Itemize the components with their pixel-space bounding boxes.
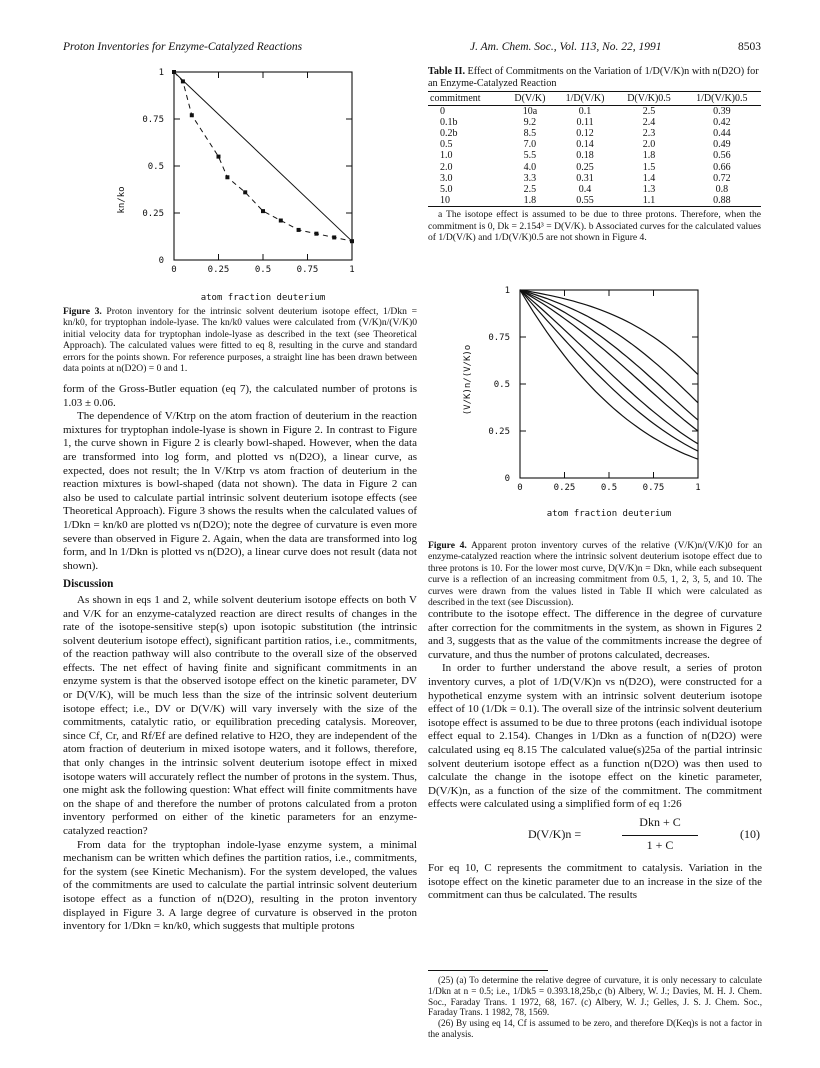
table-cell: 0.25 (576, 161, 594, 173)
fig3-data-point (181, 79, 185, 83)
left-para-2: The dependence of V/Ktrp on the atom fraction of deuterium in the reaction mixtures for tryptophan indole-lyase is shown in Figure 2. In contrast to Figure 1, the curve shown in Figure 2 is clearly bowl-shaped. However, when the data are transformed into log form, and plotted vs n(D2O), a linear curve, as expected, does not result; the ln V/Ktrp vs atom fraction of deuterium in the reaction mixtures is bowl-shaped (data not shown). The data in Figure 2 can also be used to calculate partial intrinsic solvent deuterium isotope effects (see Theoretical Approach). Figure 3 shows the results when the calculated values of 1/Dkn = kn/k0 are plotted vs n(D2O); note the degree of curvature is even more severe than observed in Figure 2. Again, when the data are transformed into log form, and ln 1/Dkn is plotted vs n(D2O), a linear curve does not result (data not shown). (63, 410, 417, 572)
table-cell: 0.5 (440, 139, 453, 151)
y-tick-label: 0.25 (488, 427, 510, 437)
table-2 (428, 66, 761, 244)
x-tick-label: 0.25 (207, 265, 230, 275)
table-cell: 0.66 (713, 161, 731, 173)
table-2-footnote: a The isotope effect is assumed to be due to three protons. Therefore, when the commitment is 0, Dk = 2.154³ = D(V/K). b Associated curves for the calculated values of 1/D(V/K) and 1/D(V/K)0.5 are not shown in Figure 4. (428, 209, 761, 244)
table-row (428, 195, 761, 207)
right-para-2: In order to further understand the above result, a series of proton inventory curves, a plot of 1/D(V/K)n vs n(D2O), were constructed for a hypothetical enzyme system with an intrinsic solvent deuterium isotope effect of 10 (1/Dk = 0.1). The overall size of the intrinsic solvent deuterium isotope effect is assumed to be due to three protons (each individual isotope effect equal to 2.154). Changes in 1/Dkn as a function of n(D2O) were calculated using eq 8.15 The calculated value(s)25a of the partial intrinsic solvent deuterium isotope effect as a function n(D2O) was then used to calculate the change in the isotope effect on the kinetic parameter, D(V/K)n, as a function of the size of the commitment. The commitment effects were calculated using a simplified form of eq 1:26 (428, 662, 762, 811)
table-cell: 1.5 (642, 161, 656, 173)
table-cell: 1.8 (505, 195, 555, 207)
fig3-caption-label: Figure 3. (63, 306, 102, 317)
left-para-3: As shown in eqs 1 and 2, while solvent deuterium isotope effects on both V and V/K for an enzyme-catalyzed reaction are direct results of changes in the rate of the isotope-sensitive step(s) upon isotopic substitution (the intrinsic solvent deuterium isotope effect), significant partition ratios, i.e., commitments, of the reaction pathway will also contribute to the overall size of the observed effects. The net effect of having finite and significant commitments in an enzyme system is that the observed isotope effect on the kinetic parameter, DV or D(V/K), will be much less than the size of the intrinsic solvent deuterium isotope effect; i.e., DV or D(V/K) will vary inversely with the size of the commitments, catalytic ratio, or equilibration preceding catalysis. Moreover, since Cf, Cr, and Rf/Ef are defined relative to H2O, they are independent of the atom fraction of deuterium in mixed isotope waters, and it follows, therefore, that only changes in the intrinsic solvent deuterium isotope effect in mixed isotope waters will accurately reflect the number of protons in the system. Thus, one might ask the following question: What effect will finite commitments have on the shape of and therefore the number of protons calculated from a proton inventory performed on either of the kinetic parameters for an enzyme-catalyzed reaction? (63, 593, 417, 837)
table-cell: 7.0 (523, 139, 537, 151)
y-tick-label: 1 (504, 286, 510, 296)
footnote-rule (428, 970, 548, 971)
fig4-curve (520, 290, 698, 431)
x-tick-label: 0.25 (553, 483, 576, 493)
col-header: 1/D(V/K) (555, 91, 616, 105)
footnotes (428, 970, 762, 1040)
table-row (428, 150, 761, 161)
table-cell: 2.0 (440, 161, 453, 173)
fig3-data-point (314, 232, 318, 236)
table-cell: 2.4 (642, 116, 656, 128)
table-row (428, 139, 761, 150)
table-cell: 0.2b (440, 128, 458, 139)
table-row (428, 117, 761, 128)
col-header: 1/D(V/K)0.5 (683, 91, 761, 105)
table-cell: 5.0 (440, 184, 453, 196)
x-tick-label: 1 (349, 265, 355, 275)
table-cell: 0.49 (713, 139, 731, 151)
fig4-caption-label: Figure 4. (428, 540, 467, 551)
table-cell: 0.11 (576, 116, 594, 128)
col-header: D(V/K)0.5 (615, 91, 682, 105)
table-2-label: Table II. (428, 66, 465, 77)
right-para-3: For eq 10, C represents the commitment to catalysis. Variation in the isotope effect on the kinetic parameter due to an increase in the size of the commitment can thus be calculated. The results (428, 861, 762, 902)
eq10-numerator: Dkn + C (639, 814, 681, 829)
figure-4-caption (428, 540, 762, 608)
fig3-data-point (297, 228, 301, 232)
table-cell: 3.0 (440, 172, 453, 184)
footnote-25: (25) (a) To determine the relative degree of curvature, it is only necessary to calculate 1/Dkn at n = 0.5; i.e., 1/Dk5 = 0.393.18,25b,c (b) Albery, W. J.; Davies, M. H. J. Chem. Soc., Faraday Trans. 1 1972, 68, 167. (c) Albery, W. J.; Gelles, J. S. J. Chem. Soc., Faraday Trans. 1 1982, 78, 1569. (428, 975, 762, 1018)
footnote-26: (26) By using eq 14, Cf is assumed to be zero, and therefore D(Keq)s is not a factor in the analysis. (428, 1018, 762, 1039)
fig4-curve (520, 290, 698, 420)
table-2-title-text: Effect of Commitments on the Variation of 1/D(V/K)n with n(D2O) for an Enzyme-Catalyzed Reaction (428, 66, 759, 89)
fig4-caption-text: Apparent proton inventory curves of the relative (V/K)n/(V/K)0 for an enzyme-catalyzed reaction where the intrinsic solvent deuterium isotope effect due to three protons is 10. For the lower most curve, D(V/K)n = Dkn, while each subsequent curve is a reflection of an increasing commitment from 0.5, 1, 2, 3, 5, and 10. The curves were drawn from the values listed in Table II which were calculated as described in the text (see Discussion). (428, 540, 762, 609)
eq10-lhs: D(V/K)n = (528, 826, 582, 841)
y-tick-label: 0 (158, 256, 164, 266)
table-cell: 0.44 (713, 128, 731, 139)
y-tick-label: 0.5 (147, 162, 164, 172)
table-cell: 0 (440, 105, 445, 117)
table-cell: 0.8 (715, 184, 729, 196)
table-cell: 0.1b (440, 116, 458, 128)
figure-3-plot (62, 60, 417, 305)
right-column (428, 608, 762, 903)
fig3-data-point (225, 175, 229, 179)
x-tick-label: 1 (695, 483, 701, 493)
y-tick-label: 0 (504, 474, 510, 484)
x-tick-label: 0.75 (642, 483, 665, 493)
fig3-data-point (261, 209, 265, 213)
fig3-reference-line (174, 72, 352, 241)
y-tick-label: 0.75 (488, 333, 510, 343)
fig3-data-point (172, 70, 176, 74)
table-cell: 1.8 (642, 150, 656, 162)
y-tick-label: 1 (158, 68, 164, 78)
eq10-label: (10) (740, 826, 760, 841)
table-cell: 0.12 (576, 128, 594, 139)
table-cell: 5.5 (523, 150, 537, 162)
table-cell: 0.42 (713, 116, 731, 128)
table-cell: 4.0 (523, 161, 537, 173)
fig3-data-point (217, 155, 221, 159)
fig3-xlabel: atom fraction deuterium (200, 293, 326, 303)
table-cell: 0.1 (578, 105, 592, 117)
table-cell: 1.0 (440, 150, 453, 162)
page-number: 8503 (738, 41, 761, 53)
equation-10 (428, 816, 762, 858)
table-cell: 0.4 (578, 184, 592, 196)
table-row (428, 184, 761, 195)
table-cell: 0.88 (683, 195, 761, 207)
table-cell: 1.3 (642, 184, 656, 196)
table-cell: 0.31 (576, 172, 594, 184)
table-2-grid (428, 91, 761, 208)
fig3-frame (174, 72, 352, 260)
table-row (428, 162, 761, 173)
figure-3 (62, 60, 417, 305)
table-cell: 2.5 (523, 184, 537, 196)
table-2-title (428, 66, 761, 90)
table-cell: 2.5 (642, 105, 656, 117)
table-cell: 0.72 (713, 172, 731, 184)
figure-4-plot (428, 280, 768, 532)
fig4-frame (520, 290, 698, 478)
y-tick-label: 0.75 (142, 115, 164, 125)
table-cell: 0.18 (576, 150, 594, 162)
table-cell: 1.1 (615, 195, 682, 207)
fig3-data-point (350, 239, 354, 243)
fig4-curve (520, 290, 698, 459)
col-header: D(V/K) (505, 91, 555, 105)
fig3-data-point (279, 219, 283, 223)
table-row (428, 173, 761, 184)
eq10-fraction-bar (622, 835, 698, 836)
table-cell: 2.0 (642, 139, 656, 151)
table-cell: 2.3 (642, 128, 656, 139)
table-cell: 0.55 (555, 195, 616, 207)
table-cell: 1.4 (642, 172, 656, 184)
fig3-data-point (190, 113, 194, 117)
x-tick-label: 0.5 (254, 265, 272, 275)
fig4-xlabel: atom fraction deuterium (546, 509, 672, 519)
fig4-ylabel: (V/K)n/(V/K)o (463, 344, 473, 416)
fig3-data-point (243, 190, 247, 194)
x-tick-label: 0 (517, 483, 523, 493)
table-cell: 10 (428, 195, 505, 207)
left-para-4: From data for the tryptophan indole-lyase enzyme system, a minimal mechanism can be written which defines the partition ratios, i.e., commitments, for the system (see Kinetic Mechanism). For the system developed, the values of the commitments are used to calculate the partial intrinsic solvent deuterium isotope effect as a function of n(D2O), resulting in the proton inventory displayed in Figure 3. A large degree of curvature is observed in the proton inventory for 1/Dkn = kn/k0, which suggests that multiple protons (63, 838, 417, 933)
section-heading-discussion: Discussion (63, 578, 114, 591)
fig3-data-point (332, 235, 336, 239)
fig3-caption-text: Proton inventory for the intrinsic solvent deuterium isotope effect, 1/Dkn = kn/k0, for tryptophan indole-lyase. The kn/k0 values were calculated from (V/K)n/(V/K)0 initial velocity data for tryptophan indole-lyase as described in the text (see Theoretical Approach). The calculated values were fitted to eq 8, resulting in the curve and standard errors for the points shown. For reference purposes, a straight line has been drawn between data points at n(D2O) = 0 and 1. (63, 306, 417, 375)
x-tick-label: 0 (171, 265, 177, 275)
table-row (428, 128, 761, 139)
table-cell: 0.14 (576, 139, 594, 151)
right-para-1: contribute to the isotope effect. The difference in the degree of curvature after correction for the commitments in the system, as shown in Figures 2 and 3, suggests that as the value of the commitments increase the degree of curvature, and thus the number of protons calculated, decreases. (428, 608, 762, 661)
table-cell: 10a (522, 105, 538, 117)
table-cell: 9.2 (523, 116, 537, 128)
y-tick-label: 0.5 (493, 380, 510, 390)
running-head-journal: J. Am. Chem. Soc., Vol. 113, No. 22, 1991 (470, 41, 662, 53)
running-head-title: Proton Inventories for Enzyme-Catalyzed Reactions (63, 41, 303, 53)
table-cell: 0.39 (713, 105, 731, 117)
table-cell: 0.56 (713, 150, 731, 162)
left-para-1: form of the Gross-Butler equation (eq 7), the calculated number of protons is 1.03 ± 0.06. (63, 383, 417, 409)
table-cell: 3.3 (523, 172, 537, 184)
table-row (428, 105, 761, 117)
figure-4 (428, 280, 768, 532)
fig3-ylabel: kn/ko (117, 186, 127, 214)
col-header: commitment (428, 91, 505, 105)
x-tick-label: 0.5 (600, 483, 618, 493)
left-column (63, 383, 417, 934)
table-cell: 8.5 (523, 128, 537, 139)
figure-3-caption (63, 306, 417, 374)
eq10-denominator: 1 + C (646, 837, 674, 852)
x-tick-label: 0.75 (296, 265, 319, 275)
y-tick-label: 0.25 (142, 209, 164, 219)
